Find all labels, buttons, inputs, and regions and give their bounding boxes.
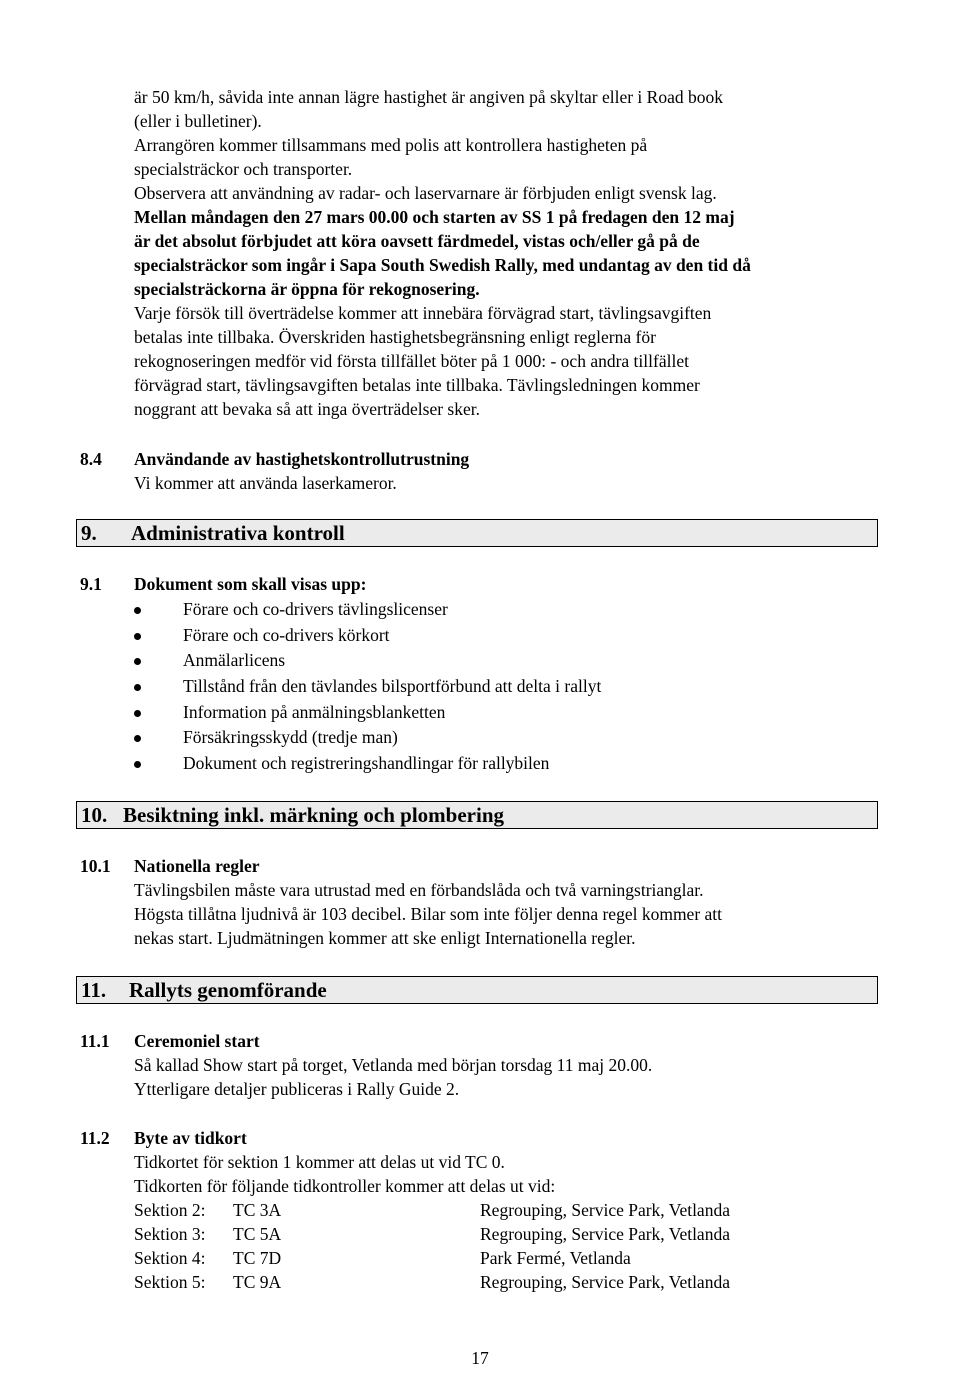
section-number: 11. — [81, 978, 107, 1002]
text-line: är 50 km/h, såvida inte annan lägre hastighet är angiven på skyltar eller i Road book — [134, 87, 723, 107]
tc-cell: TC 5A — [233, 1224, 282, 1244]
list-item: Förare och co-drivers körkort — [134, 623, 834, 649]
text-line: betalas inte tillbaka. Överskriden hastighetsbegränsning enligt reglerna för — [134, 327, 656, 347]
list-item: Tillstånd från den tävlandes bilsportförbund att delta i rallyt — [134, 674, 834, 700]
table-row — [134, 1198, 894, 1222]
intro-paragraph — [134, 85, 894, 421]
bullet-icon — [134, 684, 141, 691]
text-line: Varje försök till överträdelse kommer att innebära förvägrad start, tävlingsavgiften — [134, 303, 712, 323]
subsection-number: 8.4 — [80, 449, 102, 469]
section-number: 10. — [81, 803, 108, 827]
subsection-title: Ceremoniel start — [134, 1031, 260, 1051]
tc-cell: TC 3A — [233, 1200, 282, 1220]
text-line: (eller i bulletiner). — [134, 111, 262, 131]
subsection-title: Nationella regler — [134, 856, 260, 876]
section-heading-10 — [76, 801, 878, 829]
text-line: Högsta tillåtna ljudnivå är 103 decibel. Bilar som inte följer denna regel kommer att — [134, 904, 723, 924]
bullet-icon — [134, 710, 141, 717]
subsection-title: Dokument som skall visas upp: — [134, 574, 367, 594]
subsection-number: 9.1 — [80, 574, 102, 594]
text-line: Ytterligare detaljer publiceras i Rally Guide 2. — [134, 1079, 460, 1099]
bold-line: specialsträckorna är öppna för rekognosering. — [134, 279, 480, 299]
subsection-text: Vi kommer att använda laserkameror. — [134, 473, 397, 493]
text-line: nekas start. Ljudmätningen kommer att ske enligt Internationella regler. — [134, 928, 636, 948]
table-row — [134, 1270, 894, 1294]
subsection-text — [134, 1150, 894, 1198]
text-line: Tidkorten för följande tidkontroller kommer att delas ut vid: — [134, 1176, 556, 1196]
bullet-icon — [134, 633, 141, 640]
bullet-icon — [134, 607, 141, 614]
bullet-icon — [134, 761, 141, 768]
section-cell: Sektion 2: — [134, 1200, 206, 1220]
place-cell: Regrouping, Service Park, Vetlanda — [480, 1200, 730, 1220]
bold-line: Mellan måndagen den 27 mars 00.00 och starten av SS 1 på fredagen den 12 maj — [134, 207, 735, 227]
text-line: Så kallad Show start på torget, Vetlanda med början torsdag 11 maj 20.00. — [134, 1055, 653, 1075]
section-cell: Sektion 5: — [134, 1272, 206, 1292]
place-cell: Regrouping, Service Park, Vetlanda — [480, 1272, 730, 1292]
section-number: 9. — [81, 521, 97, 545]
section-title: Rallyts genomförande — [129, 978, 327, 1002]
list-item: Förare och co-drivers tävlingslicenser — [134, 597, 834, 623]
bold-line: är det absolut förbjudet att köra oavsett färdmedel, vistas och/eller gå på de — [134, 231, 700, 251]
text-line: Arrangören kommer tillsammans med polis att kontrollera hastigheten på — [134, 135, 648, 155]
section-title: Administrativa kontroll — [131, 521, 345, 545]
section-heading-11 — [76, 976, 878, 1004]
tc-cell: TC 9A — [233, 1272, 282, 1292]
place-cell: Park Fermé, Vetlanda — [480, 1248, 631, 1268]
text-line: noggrant att bevaka så att inga överträdelser sker. — [134, 399, 480, 419]
bullet-icon — [134, 658, 141, 665]
bullet-icon — [134, 735, 141, 742]
subsection-text — [134, 878, 894, 950]
subsection-number: 10.1 — [80, 856, 111, 876]
section-heading-9 — [76, 519, 878, 547]
list-item: Dokument och registreringshandlingar för rallybilen — [134, 751, 834, 777]
subsection-title: Byte av tidkort — [134, 1128, 247, 1148]
section-cell: Sektion 3: — [134, 1224, 206, 1244]
text-line: Tidkortet för sektion 1 kommer att delas ut vid TC 0. — [134, 1152, 505, 1172]
text-line: förvägrad start, tävlingsavgiften betalas inte tillbaka. Tävlingsledningen kommer — [134, 375, 700, 395]
list-item: Försäkringsskydd (tredje man) — [134, 725, 834, 751]
section-cell: Sektion 4: — [134, 1248, 206, 1268]
document-list — [134, 597, 834, 777]
text-line: specialsträckor och transporter. — [134, 159, 353, 179]
table-row — [134, 1222, 894, 1246]
section-title: Besiktning inkl. märkning och plombering — [123, 803, 505, 827]
text-line: rekognoseringen medför vid första tillfället böter på 1 000: - och andra tillfället — [134, 351, 689, 371]
tc-cell: TC 7D — [233, 1248, 282, 1268]
subsection-number: 11.1 — [80, 1031, 110, 1051]
list-item: Information på anmälningsblanketten — [134, 700, 834, 726]
bold-line: specialsträckor som ingår i Sapa South Swedish Rally, med undantag av den tid då — [134, 255, 751, 275]
page-number: 17 — [471, 1348, 489, 1368]
list-item: Anmälarlicens — [134, 648, 834, 674]
subsection-text — [134, 1053, 894, 1101]
text-line: Observera att användning av radar- och laservarnare är förbjuden enligt svensk lag. — [134, 183, 717, 203]
subsection-title: Användande av hastighetskontrollutrustning — [134, 449, 470, 469]
place-cell: Regrouping, Service Park, Vetlanda — [480, 1224, 730, 1244]
text-line: Tävlingsbilen måste vara utrustad med en förbandslåda och två varningstrianglar. — [134, 880, 704, 900]
subsection-number: 11.2 — [80, 1128, 110, 1148]
table-row — [134, 1246, 894, 1270]
